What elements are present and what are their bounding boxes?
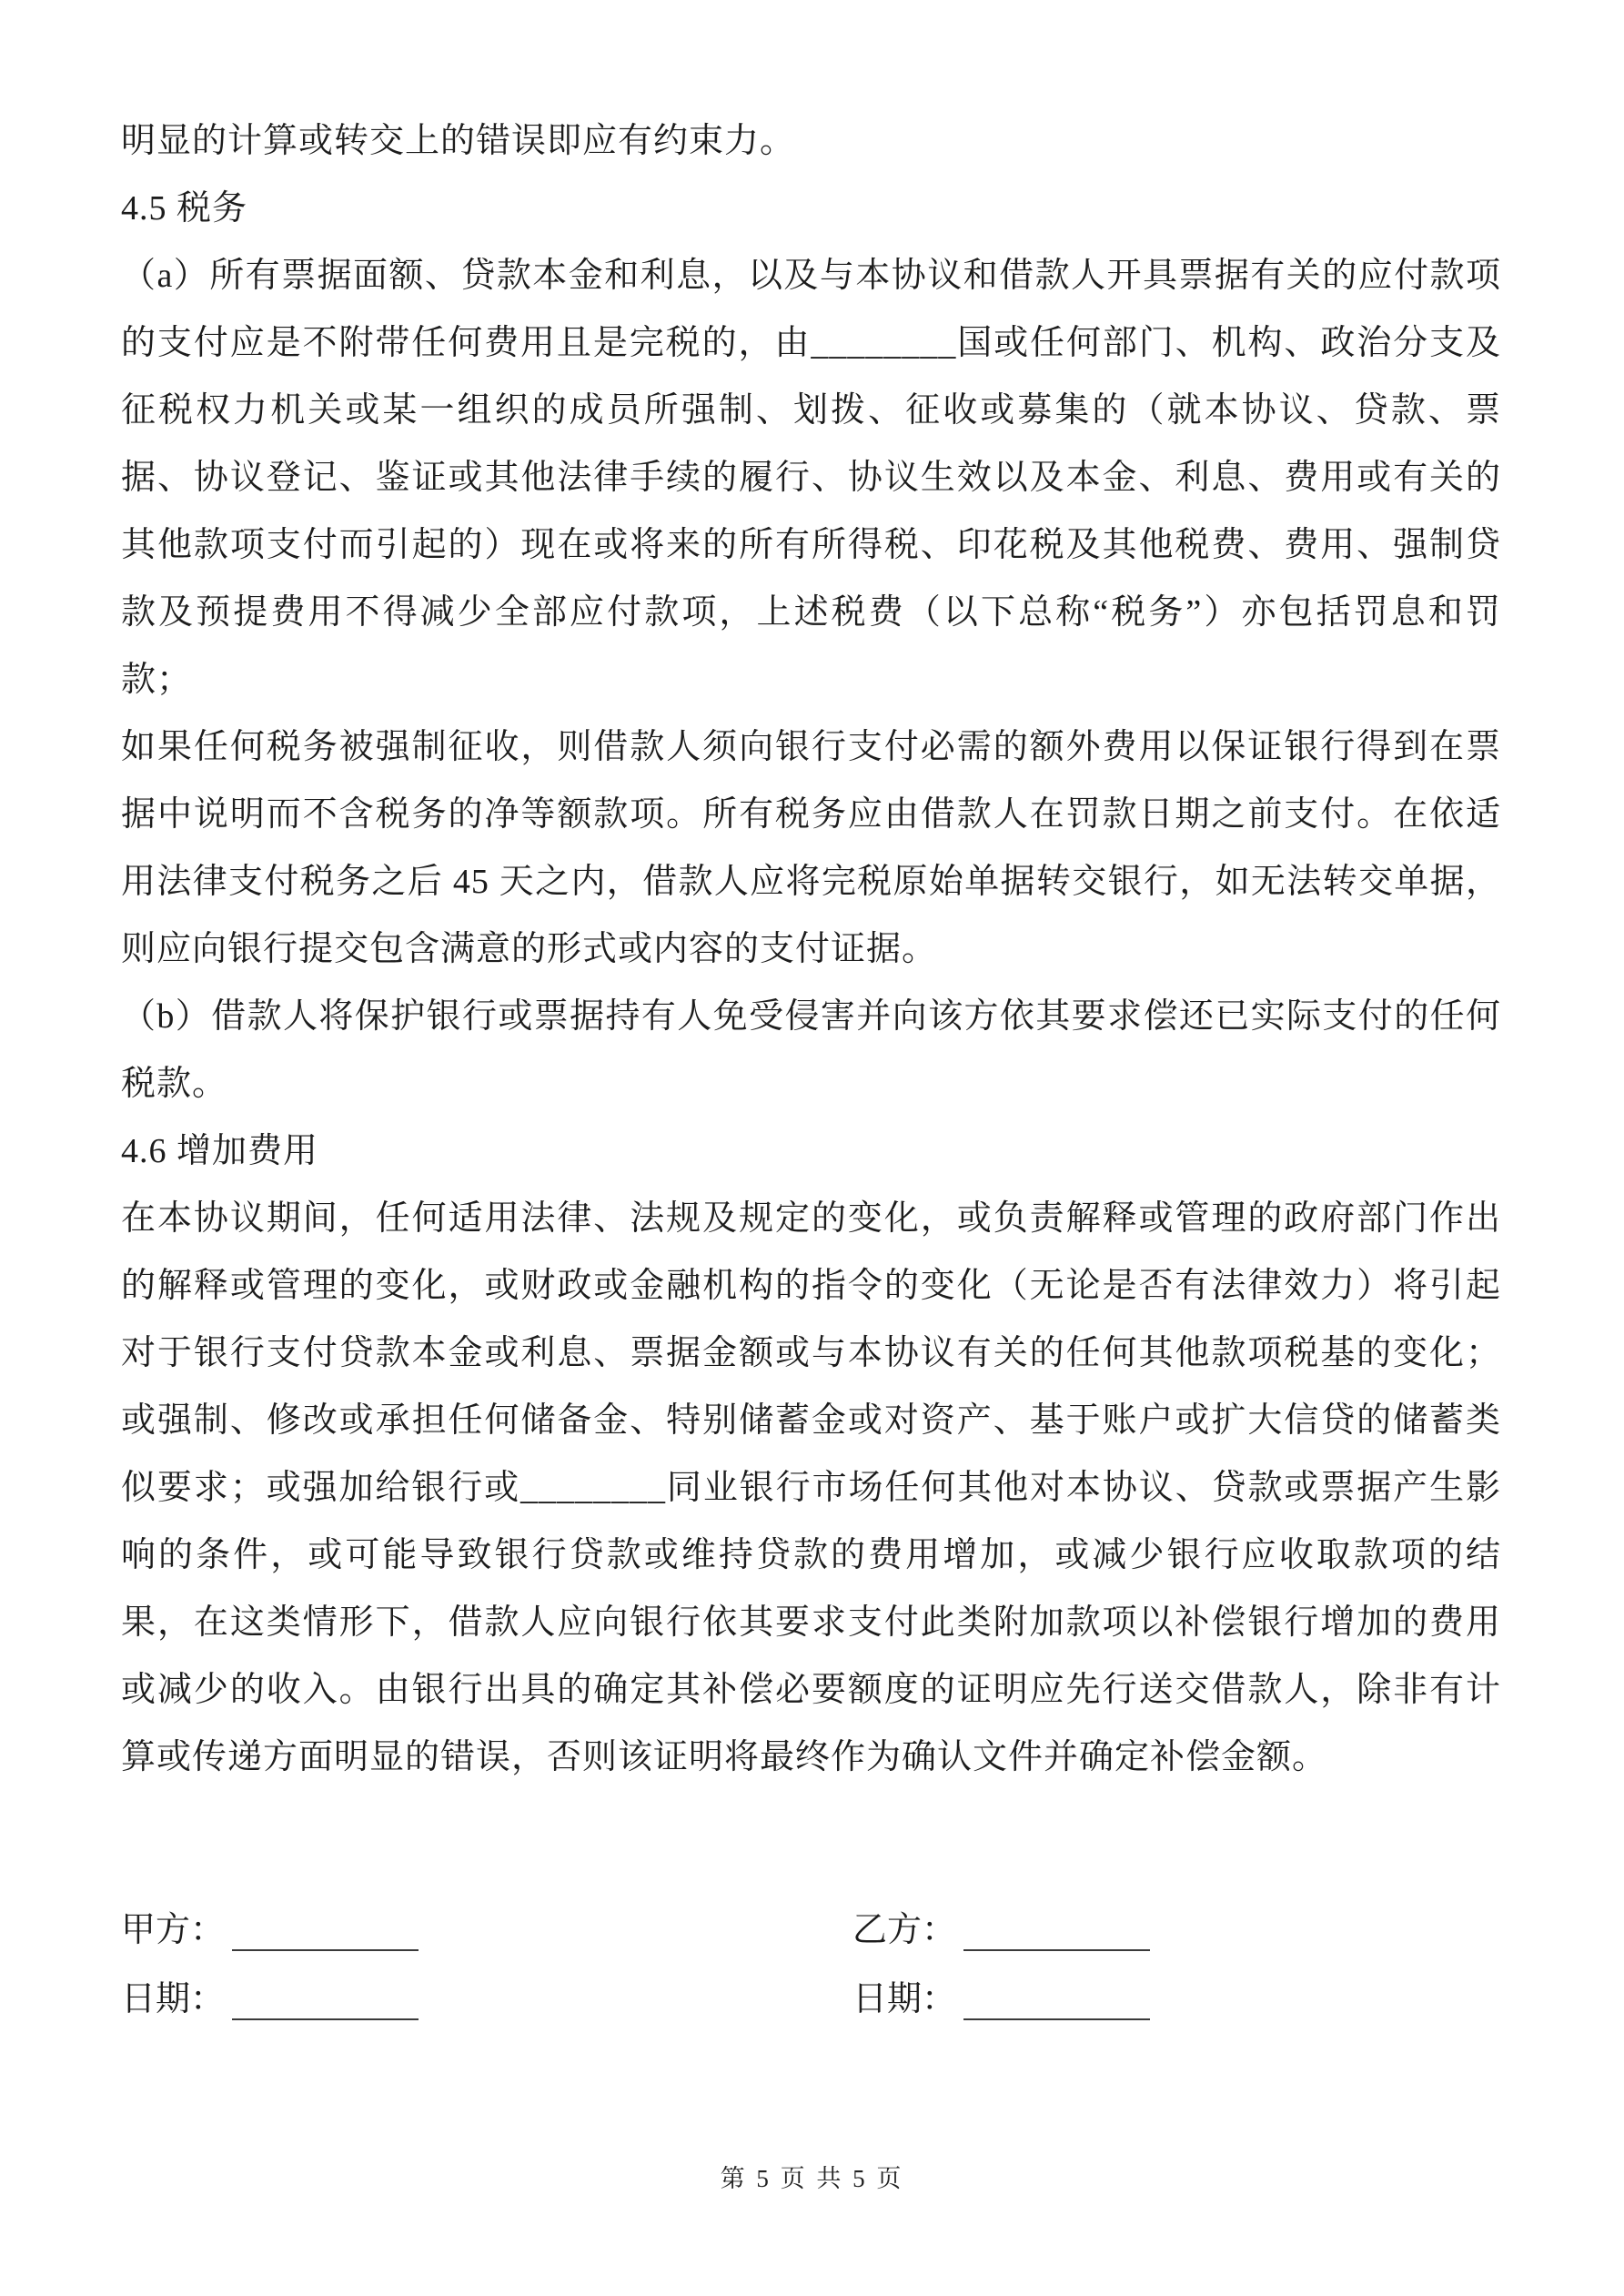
paragraph: （b）借款人将保护银行或票据持有人免受侵害并向该方依其要求偿还已实际支付的任何税款。: [121, 997, 1501, 1103]
paragraph: （a）所有票据面额、贷款本金和利息，以及与本协议和借款人开具票据有关的应付款项的支付应是不附带任何费用且是完税的，由________国或任何部门、机构、政治分支及征税权力机关或某一组织的成员所强制、划拨、征收或募集的（就本协议、贷款、票据、协议登记、鉴证或其他法律手续的履行、协议生效以及本金、利息、费用或有关的其他款项支付而引起的）现在或将来的所有所得税、印花税及其他税费、费用、强制贷款及预提费用不得减少全部应付款项，上述税费（以下总称“税务”）亦包括罚息和罚款；: [121, 257, 1501, 699]
party-a-label: 甲方：: [121, 1911, 226, 1949]
party-b-blank: [963, 1911, 1150, 1951]
paragraph: 明显的计算或转交上的错误即应有约束力。: [121, 122, 796, 160]
section-heading: 4.6 增加费用: [121, 1132, 319, 1170]
paragraph: 在本协议期间，任何适用法律、法规及规定的变化，或负责解释或管理的政府部门作出的解释或管理的变化，或财政或金融机构的指令的变化（无论是否有法律效力）将引起对于银行支付贷款本金或利息、票据金额或与本协议有关的任何其他款项税基的变化；或强制、修改或承担任何储备金、特别储蓄金或对资产、基于账户或扩大信贷的储蓄类似要求；或强加给银行或________同业银行市场任何其他对本协议、贷款或票据产生影响的条件，或可能导致银行贷款或维持贷款的费用增加，或减少银行应收取款项的结果，在这类情形下，借款人应向银行依其要求支付此类附加款项以补偿银行增加的费用或减少的收入。由银行出具的确定其补偿必要额度的证明应先行送交借款人，除非有计算或传递方面明显的错误，否则该证明将最终作为确认文件并确定补偿金额。: [121, 1199, 1501, 1776]
signature-block: [121, 1882, 1501, 2020]
signature-row-dates: [121, 1951, 1501, 2020]
section-heading: 4.5 税务: [121, 189, 248, 228]
date-b-label: 日期：: [852, 1980, 957, 2018]
party-a-field: [121, 1901, 852, 1951]
party-b-field: [852, 1901, 1501, 1951]
party-a-blank: [232, 1911, 419, 1951]
date-a-label: 日期：: [121, 1980, 226, 2018]
document-content: [121, 107, 1501, 2020]
party-b-label: 乙方：: [852, 1911, 957, 1949]
page-number: 第 5 页 共 5 页: [720, 2165, 904, 2192]
document-body: [121, 107, 1501, 1791]
date-b-blank: [963, 1980, 1150, 2020]
date-a-blank: [232, 1980, 419, 2020]
date-b-field: [852, 1970, 1501, 2020]
paragraph: 如果任何税务被强制征收，则借款人须向银行支付必需的额外费用以保证银行得到在票据中说明而不含税务的净等额款项。所有税务应由借款人在罚款日期之前支付。在依适用法律支付税务之后 45 天之内，借款人应将完税原始单据转交银行，如无法转交单据，则应向银行提交包含满意的形式或内容的支付证据。: [121, 728, 1501, 968]
page-footer: [0, 2159, 1624, 2194]
signature-row-parties: [121, 1882, 1501, 1951]
date-a-field: [121, 1970, 852, 2020]
